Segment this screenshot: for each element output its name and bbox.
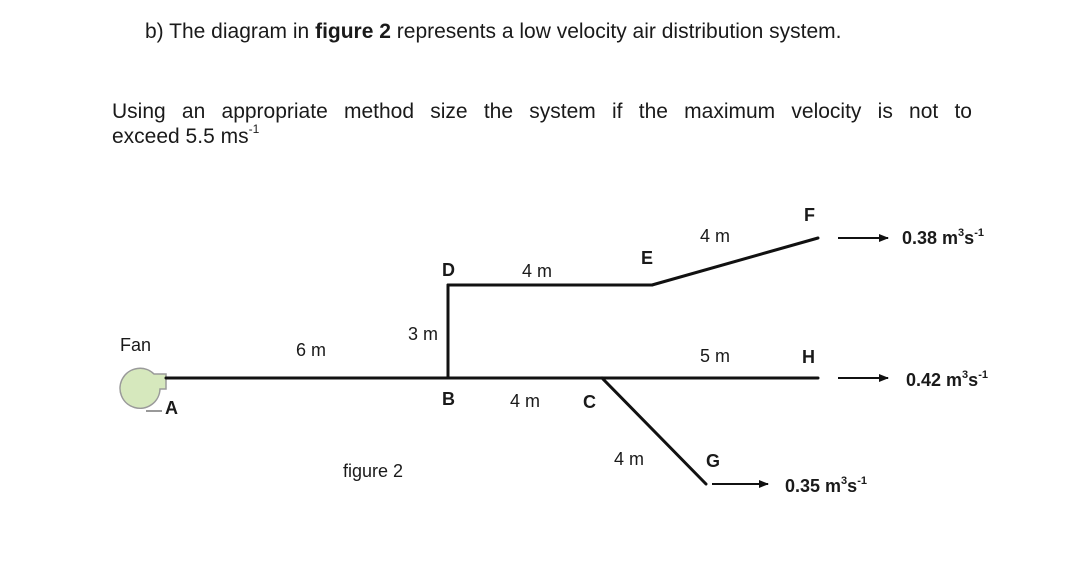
question-line-2: Using an appropriate method size the system if the maximum velocity is not to: [112, 100, 972, 123]
length-AB: 6 m: [296, 340, 327, 360]
flow-label-F: 0.38 $m^3s^{-1}$: [902, 227, 984, 248]
node-H: H: [802, 347, 815, 367]
node-E: E: [641, 248, 654, 268]
length-CH: 5 m: [700, 346, 731, 366]
node-B: B: [442, 389, 455, 409]
figure-caption: figure 2: [343, 461, 404, 481]
question-line-3: exceed 5.5 $ms^{-1}$: [112, 122, 260, 148]
fan-label: Fan: [120, 335, 152, 355]
length-BC: 4 m: [510, 391, 541, 411]
fan-icon: [120, 368, 166, 411]
length-DE: 4 m: [522, 261, 553, 281]
flow-label-G: 0.35 $m^3s^{-1}$: [785, 475, 867, 496]
figure-reference: figure 2: [315, 20, 391, 43]
node-A: A: [165, 398, 178, 418]
node-F: F: [804, 205, 815, 225]
part-label: b): [145, 20, 164, 43]
flow-label-H: 0.42 $m^3s^{-1}$: [906, 369, 988, 390]
node-C: C: [583, 392, 596, 412]
velocity-exponent: -1: [248, 122, 260, 136]
duct-E-F: [652, 238, 818, 285]
question-text-post: represents a low velocity air distribution system.: [396, 20, 842, 43]
question-text-pre: The diagram in: [169, 20, 310, 43]
length-BD: 3 m: [408, 324, 439, 344]
node-G: G: [706, 451, 721, 471]
length-CG: 4 m: [614, 449, 645, 469]
node-D: D: [442, 260, 455, 280]
length-EF: 4 m: [700, 226, 731, 246]
